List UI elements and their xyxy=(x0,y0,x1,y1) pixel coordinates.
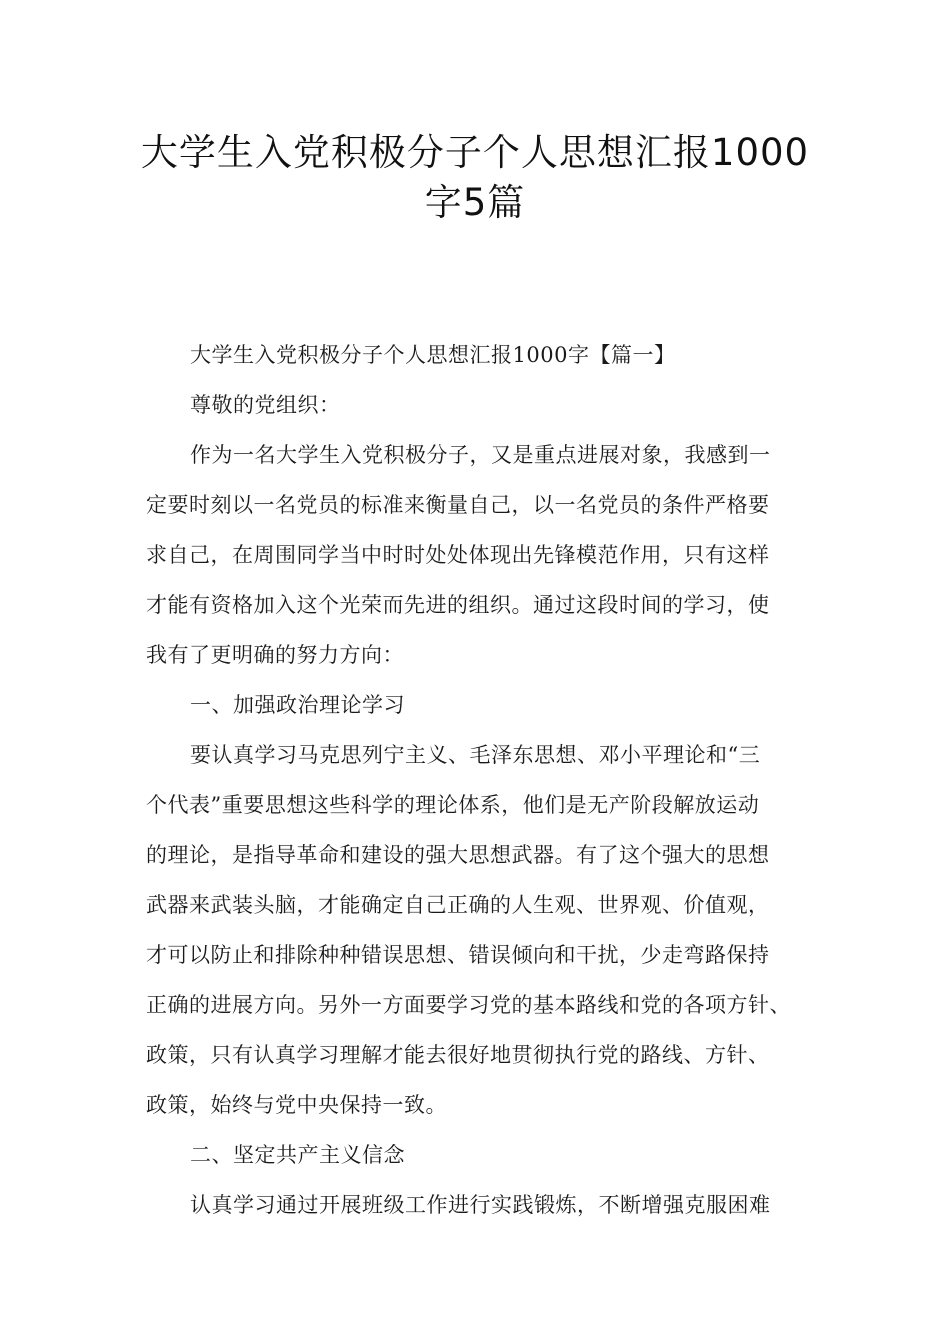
text-line: 我有了更明确的努力方向： xyxy=(146,643,404,667)
text-line: 才能有资格加入这个光荣而先进的组织。通过这段时间的学习，使 xyxy=(146,593,770,617)
text-line: 正确的进展方向。另外一方面要学习党的基本路线和党的各项方针、 xyxy=(146,993,791,1017)
title-line-2: 字5篇 xyxy=(424,181,526,224)
text-line: 求自己，在周围同学当中时时处处体现出先锋模范作用，只有这样 xyxy=(146,543,770,567)
text-line: 的理论，是指导革命和建设的强大思想武器。有了这个强大的思想 xyxy=(146,843,770,867)
text-line: 才可以防止和排除种种错误思想、错误倾向和干扰，少走弯路保持 xyxy=(146,943,770,967)
text-line: 武器来武装头脑，才能确定自己正确的人生观、世界观、价值观， xyxy=(146,893,770,917)
text-line: 认真学习通过开展班级工作进行实践锻炼，不断增强克服困难 xyxy=(190,1193,771,1217)
title-line-1: 大学生入党积极分子个人思想汇报1000 xyxy=(140,131,810,174)
text-line: 政策，只有认真学习理解才能去很好地贯彻执行党的路线、方针、 xyxy=(146,1043,770,1067)
text-line: 个代表”重要思想这些科学的理论体系，他们是无产阶段解放运动 xyxy=(146,793,760,817)
document-body xyxy=(146,330,806,1230)
salutation: 尊敬的党组织： xyxy=(190,393,341,417)
text-line: 政策，始终与党中央保持一致。 xyxy=(146,1093,447,1117)
section-heading-1: 大学生入党积极分子个人思想汇报1000字【篇一】 xyxy=(190,343,676,367)
text-line: 定要时刻以一名党员的标准来衡量自己，以一名党员的条件严格要 xyxy=(146,493,770,517)
subheading-belief: 二、坚定共产主义信念 xyxy=(190,1143,405,1167)
subheading-politics: 一、加强政治理论学习 xyxy=(190,693,405,717)
document-title xyxy=(100,128,850,228)
text-line: 作为一名大学生入党积极分子，又是重点进展对象，我感到一 xyxy=(190,443,771,467)
text-line: 要认真学习马克思列宁主义、毛泽东思想、邓小平理论和“三 xyxy=(190,743,761,767)
